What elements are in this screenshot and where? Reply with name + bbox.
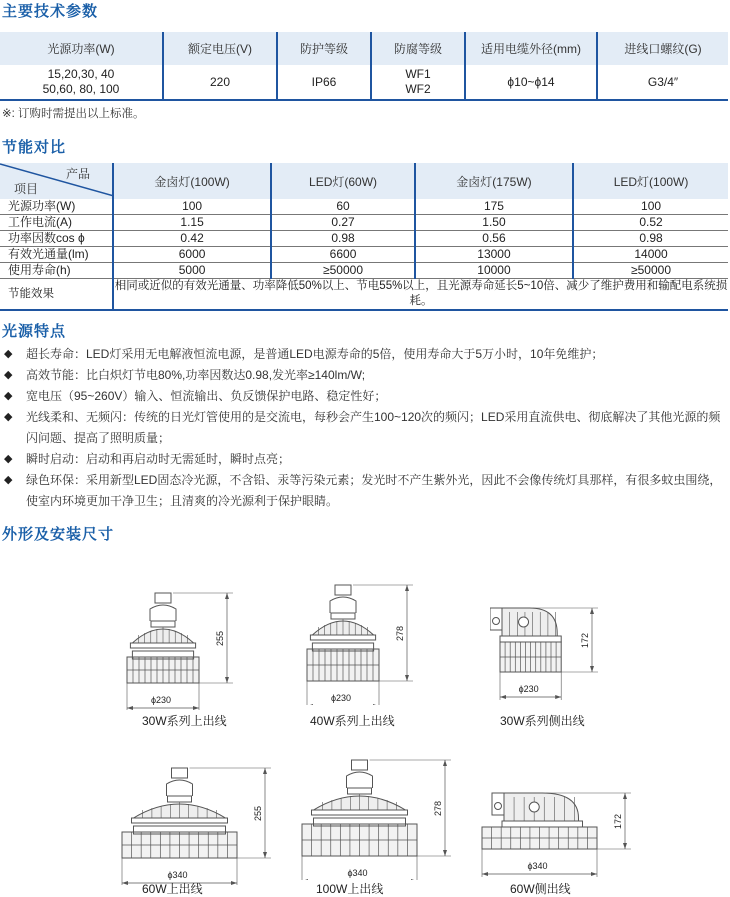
- drawing-caption: 60W侧出线: [510, 882, 571, 896]
- compare-cell: 0.27: [271, 215, 415, 231]
- diamond-bullet-icon: ◆: [4, 348, 13, 360]
- spec-note: ※: 订购时需提出以上标准。: [2, 108, 145, 120]
- spec-header: 进线口螺纹(G): [597, 32, 728, 65]
- compare-row: [0, 263, 728, 279]
- drawing-caption: 30W系列侧出线: [500, 714, 585, 728]
- spec-row: [0, 65, 728, 100]
- lamp-drawing: [120, 760, 305, 885]
- compare-summary-label: 节能效果: [0, 279, 113, 311]
- compare-cell: 5000: [113, 263, 271, 279]
- spec-table: [0, 32, 728, 101]
- diameter-dimension: ϕ340: [347, 868, 368, 878]
- spec-power-line: 50,60, 80, 100: [42, 82, 120, 96]
- height-dimension: 255: [253, 805, 263, 821]
- compare-row: [0, 215, 728, 231]
- diameter-dimension: ϕ230: [518, 684, 539, 694]
- lamp-drawing: [125, 585, 267, 710]
- compare-cell: 0.42: [113, 231, 271, 247]
- feature-item: [4, 386, 728, 407]
- height-dimension: 172: [580, 632, 590, 648]
- compare-cell: 13000: [415, 247, 573, 263]
- compare-row-label: 工作电流(A): [0, 215, 113, 231]
- compare-row: [0, 247, 728, 263]
- compare-cell: ≥50000: [573, 263, 728, 279]
- compare-summary-row: [0, 279, 728, 311]
- compare-cell: 100: [573, 199, 728, 215]
- height-dimension: 278: [395, 625, 405, 641]
- compare-header: LED灯(60W): [271, 163, 415, 199]
- diamond-bullet-icon: ◆: [4, 453, 13, 465]
- corner-item-label: 项目: [14, 182, 39, 196]
- height-dimension: 278: [433, 800, 443, 816]
- feature-text: 高效节能：比白炽灯节电80%,功率因数达0.98,发光率≥140lm/W;: [26, 368, 366, 382]
- compare-corner-cell: [0, 163, 113, 199]
- compare-cell: 1.50: [415, 215, 573, 231]
- drawing-caption: 30W系列上出线: [142, 714, 227, 728]
- compare-row-label: 使用寿命(h): [0, 263, 113, 279]
- feature-item: [4, 407, 728, 449]
- height-dimension: 255: [215, 630, 225, 646]
- compare-cell: 6000: [113, 247, 271, 263]
- spec-header: 光源功率(W): [0, 32, 163, 65]
- compare-title: 节能对比: [2, 139, 67, 156]
- spec-power-line: 15,20,30, 40: [47, 67, 115, 81]
- compare-cell: 60: [271, 199, 415, 215]
- feature-text: 瞬时启动：启动和再启动时无需延时，瞬时点亮；: [26, 452, 291, 466]
- feature-item: [4, 470, 728, 512]
- corner-product-label: 产品: [65, 167, 90, 181]
- spec-voltage: 220: [163, 65, 277, 100]
- compare-row-label: 功率因数cos ϕ: [0, 231, 113, 247]
- drawing-caption: 40W系列上出线: [310, 714, 395, 728]
- compare-header: 金卤灯(100W): [113, 163, 271, 199]
- compare-cell: 0.56: [415, 231, 573, 247]
- spec-anticorrosion-line: WF1: [405, 67, 431, 81]
- height-dimension: 172: [613, 813, 623, 829]
- drawing-caption: 60W上出线: [142, 882, 203, 896]
- spec-thread: G3/4″: [597, 65, 728, 100]
- compare-cell: 0.98: [573, 231, 728, 247]
- compare-cell: 0.52: [573, 215, 728, 231]
- feature-item: [4, 365, 728, 386]
- diamond-bullet-icon: ◆: [4, 411, 13, 423]
- lamp-drawing: [480, 785, 665, 895]
- compare-row-label: 光源功率(W): [0, 199, 113, 215]
- compare-cell: 14000: [573, 247, 728, 263]
- spec-protection: IP66: [277, 65, 371, 100]
- compare-cell: 1.15: [113, 215, 271, 231]
- compare-cell: 10000: [415, 263, 573, 279]
- spec-header: 额定电压(V): [163, 32, 277, 65]
- compare-header: LED灯(100W): [573, 163, 728, 199]
- compare-header-row: [0, 163, 728, 199]
- spec-anticorrosion: [371, 65, 465, 100]
- compare-header: 金卤灯(175W): [415, 163, 573, 199]
- features-title: 光源特点: [2, 323, 67, 340]
- spec-header-row: [0, 32, 728, 65]
- feature-text: 宽电压（95~260V）输入、恒流输出、负反馈保护电路、稳定性好；: [26, 389, 387, 403]
- specs-title: 主要技术参数: [2, 3, 99, 20]
- lamp-drawing: [305, 580, 447, 705]
- compare-cell: 175: [415, 199, 573, 215]
- feature-text: 绿色环保：采用新型LED固态冷光源，不含铅、汞等污染元素；发光时不产生紫外光，因此不会像传统灯具那样，有很多蚊虫围绕，使室内环境更加干净卫生；且清爽的冷光源利于保护眼睛。: [26, 473, 722, 508]
- spec-anticorrosion-line: WF2: [405, 82, 431, 96]
- feature-item: [4, 344, 728, 365]
- compare-row: [0, 231, 728, 247]
- diameter-dimension: ϕ340: [167, 870, 188, 880]
- compare-cell: 6600: [271, 247, 415, 263]
- diamond-bullet-icon: ◆: [4, 390, 13, 402]
- features-list: [4, 344, 728, 512]
- feature-text: 超长寿命：LED灯采用无电解液恒流电源，是普通LED电源寿命的5倍，使用寿命大于5万小时，10年免维护；: [26, 347, 604, 361]
- compare-row: [0, 199, 728, 215]
- drawing-caption: 100W上出线: [316, 882, 384, 896]
- spec-header: 适用电缆外径(mm): [465, 32, 597, 65]
- diameter-dimension: ϕ340: [527, 861, 548, 871]
- diamond-bullet-icon: ◆: [4, 474, 13, 486]
- diameter-dimension: ϕ230: [331, 693, 352, 703]
- diameter-dimension: ϕ230: [151, 695, 172, 705]
- compare-table: [0, 163, 728, 311]
- lamp-drawing: [490, 600, 632, 710]
- feature-item: [4, 449, 728, 470]
- spec-header: 防腐等级: [371, 32, 465, 65]
- diamond-bullet-icon: ◆: [4, 369, 13, 381]
- spec-header: 防护等级: [277, 32, 371, 65]
- dimensions-title: 外形及安装尺寸: [2, 526, 115, 543]
- compare-cell: 0.98: [271, 231, 415, 247]
- compare-summary-text: 相同或近似的有效光通量、功率降低50%以上、节电55%以上，且光源寿命延长5~10倍、减少了维护费用和输配电系统损耗。: [113, 279, 728, 311]
- lamp-drawing: [300, 755, 485, 880]
- compare-cell: 100: [113, 199, 271, 215]
- feature-text: 光线柔和、无频闪：传统的日光灯管使用的是交流电，每秒会产生100~120次的频闪；LED采用直流供电、彻底解决了其他光源的频闪问题、提高了照明质量；: [26, 410, 721, 445]
- compare-row-label: 有效光通量(lm): [0, 247, 113, 263]
- spec-cable-diameter: ϕ10~ϕ14: [465, 65, 597, 100]
- compare-cell: ≥50000: [271, 263, 415, 279]
- spec-power: [0, 65, 163, 100]
